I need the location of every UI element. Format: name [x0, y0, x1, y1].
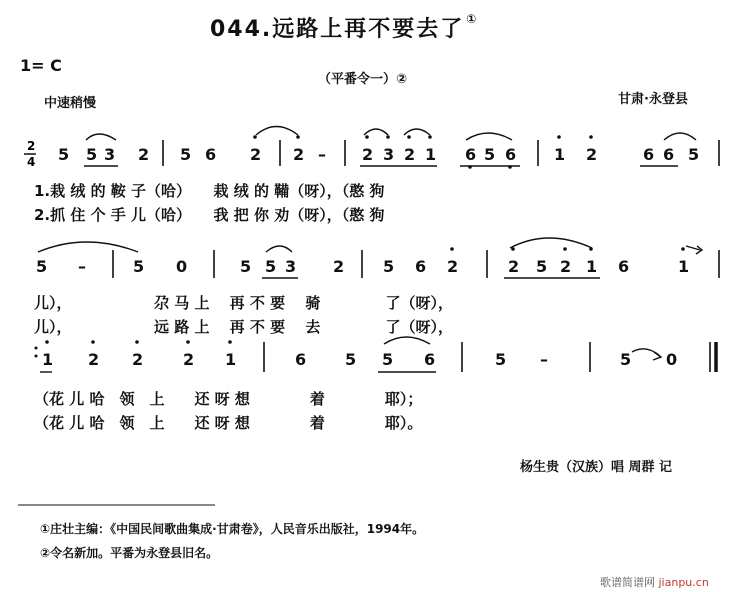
- svg-text:5: 5: [620, 350, 632, 369]
- lyric-line-1-2: 2.抓 住 个 手 儿（哈） 我 把 你 劝（呀），（憨 狗: [34, 206, 385, 224]
- svg-text:6: 6: [643, 145, 655, 164]
- svg-text:2: 2: [508, 257, 520, 276]
- time-sig-bottom: 4: [27, 155, 36, 169]
- svg-text:–: –: [78, 257, 86, 276]
- lyric-line-2-1: 儿）， 尕 马 上 再 不 要 骑 了（呀），: [34, 294, 454, 312]
- footnote-1: ①庄壮主编：《中国民间歌曲集成·甘肃卷》，人民音乐出版社，1994年。: [40, 522, 425, 536]
- key-signature: 1= C: [20, 56, 62, 75]
- svg-text:6: 6: [424, 350, 436, 369]
- system-2-notes: [36, 257, 689, 276]
- svg-text:6: 6: [205, 145, 217, 164]
- svg-text:1: 1: [554, 145, 566, 164]
- svg-text:5: 5: [265, 257, 277, 276]
- svg-text:2: 2: [404, 145, 416, 164]
- lyric-line-3-1: （花 儿 哈 领 上 还 呀 想 着 耶）；: [34, 390, 423, 408]
- svg-text:5: 5: [345, 350, 357, 369]
- title-footnote-marker: ①: [466, 12, 479, 26]
- lyric-line-2-2: 儿）， 远 路 上 再 不 要 去 了（呀），: [34, 318, 454, 336]
- svg-text:2: 2: [132, 350, 144, 369]
- region-label: 甘肃·永登县: [618, 92, 688, 107]
- tempo-marking: 中速稍慢: [44, 96, 97, 111]
- svg-text:6: 6: [465, 145, 477, 164]
- svg-text:3: 3: [285, 257, 297, 276]
- svg-text:6: 6: [618, 257, 630, 276]
- svg-text:6: 6: [295, 350, 307, 369]
- svg-text:1: 1: [225, 350, 237, 369]
- song-subtitle: （平番令一）②: [318, 72, 408, 87]
- system-1-notes: [58, 145, 699, 164]
- svg-text:5: 5: [58, 145, 70, 164]
- svg-text:5: 5: [536, 257, 548, 276]
- svg-text:5: 5: [495, 350, 507, 369]
- svg-text:6: 6: [663, 145, 675, 164]
- svg-text:5: 5: [484, 145, 496, 164]
- lyric-line-3-2: （花 儿 哈 领 上 还 呀 想 着 耶）。: [34, 414, 423, 432]
- watermark-site-name: 歌谱简谱网: [600, 576, 655, 589]
- svg-text:–: –: [540, 350, 548, 369]
- svg-text:2: 2: [586, 145, 598, 164]
- svg-text:0: 0: [176, 257, 188, 276]
- svg-text:2: 2: [362, 145, 374, 164]
- watermark-domain[interactable]: jianpu.cn: [658, 576, 709, 589]
- svg-text:2: 2: [447, 257, 459, 276]
- svg-text:5: 5: [133, 257, 145, 276]
- svg-text:5: 5: [86, 145, 98, 164]
- svg-text:3: 3: [383, 145, 395, 164]
- svg-text:2: 2: [183, 350, 195, 369]
- svg-text:0: 0: [666, 350, 678, 369]
- svg-text:5: 5: [383, 257, 395, 276]
- svg-text:2: 2: [138, 145, 150, 164]
- svg-text:5: 5: [36, 257, 48, 276]
- song-title-text: 044.远路上再不要去了: [210, 17, 465, 42]
- svg-text:2: 2: [88, 350, 100, 369]
- watermark[interactable]: [600, 574, 709, 590]
- song-title: [210, 12, 478, 43]
- system-3-notes: [42, 350, 677, 369]
- singer-credit: 杨生贵（汉族）唱 周群 记: [520, 460, 673, 475]
- svg-text:1: 1: [678, 257, 690, 276]
- svg-text:1: 1: [586, 257, 598, 276]
- svg-text:6: 6: [505, 145, 517, 164]
- svg-text:6: 6: [415, 257, 427, 276]
- svg-text:1: 1: [425, 145, 437, 164]
- svg-text:5: 5: [180, 145, 192, 164]
- footnote-2: ②令名新加。平番为永登县旧名。: [40, 546, 219, 560]
- svg-text:2: 2: [333, 257, 345, 276]
- svg-text:5: 5: [382, 350, 394, 369]
- time-sig-top: 2: [27, 139, 36, 153]
- svg-text:3: 3: [104, 145, 116, 164]
- svg-text:5: 5: [688, 145, 700, 164]
- svg-text:1: 1: [42, 350, 54, 369]
- svg-text:–: –: [318, 145, 326, 164]
- svg-text:2: 2: [560, 257, 572, 276]
- svg-text:2: 2: [250, 145, 262, 164]
- svg-text:5: 5: [240, 257, 252, 276]
- lyric-line-1-1: 1.栽 绒 的 鞍 子（哈） 栽 绒 的 鞴（呀），（憨 狗: [34, 182, 385, 200]
- svg-text:2: 2: [293, 145, 305, 164]
